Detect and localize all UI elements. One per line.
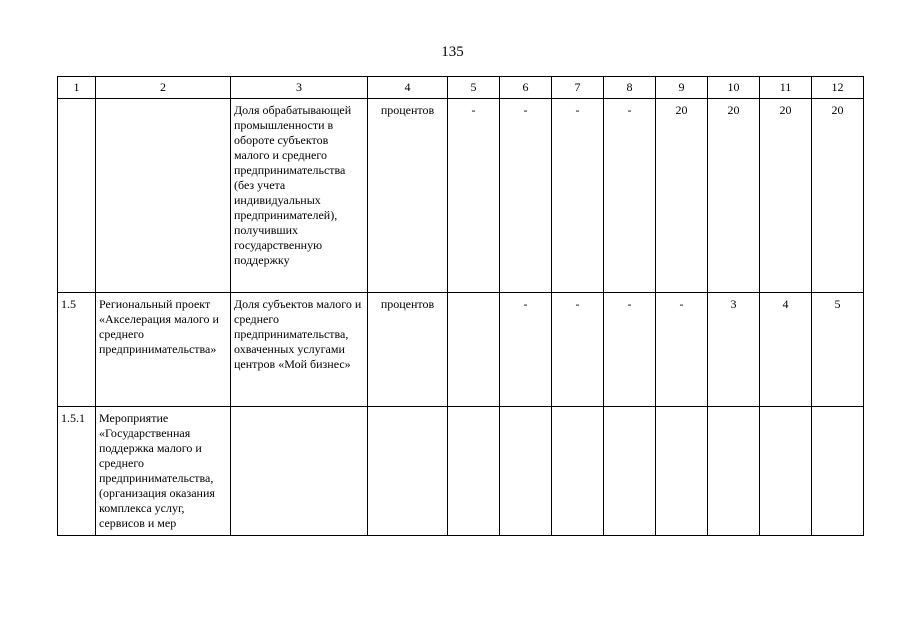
value-cell: - [604,99,656,293]
value-cell [448,407,500,536]
value-cell: - [500,293,552,407]
indicator-cell: Доля субъектов малого и среднего предпринимательства, охваченных услугами центров «Мой бизнес» [231,293,368,407]
value-cell: - [448,99,500,293]
table-row [58,407,864,536]
header-cell: 7 [552,77,604,99]
row-name-cell [96,99,231,293]
program-indicators-table [57,76,864,536]
value-cell: 20 [812,99,864,293]
value-cell: - [500,99,552,293]
value-cell: - [604,293,656,407]
header-cell: 9 [656,77,708,99]
header-cell: 10 [708,77,760,99]
value-cell [552,407,604,536]
value-cell [500,407,552,536]
value-cell [604,407,656,536]
row-number-cell [58,99,96,293]
value-cell: 20 [656,99,708,293]
value-cell: - [552,99,604,293]
table-row [58,99,864,293]
value-cell: 5 [812,293,864,407]
row-number-cell: 1.5 [58,293,96,407]
page-number: 135 [441,44,464,60]
value-cell [448,293,500,407]
indicator-cell: Доля обрабатывающей промышленности в обороте субъектов малого и среднего предпринимательства (без учета индивидуальных предпринимателей), получивших государственную поддержку [231,99,368,293]
value-cell: - [552,293,604,407]
value-cell [656,407,708,536]
value-cell: - [656,293,708,407]
value-cell: 4 [760,293,812,407]
value-cell: 3 [708,293,760,407]
row-name-cell: Мероприятие «Государственная поддержка малого и среднего предпринимательства, (организация оказания комплекса услуг, сервисов и мер [96,407,231,536]
value-cell [708,407,760,536]
header-cell: 1 [58,77,96,99]
header-cell: 8 [604,77,656,99]
value-cell: 20 [760,99,812,293]
value-cell [760,407,812,536]
row-number-cell: 1.5.1 [58,407,96,536]
value-cell: 20 [708,99,760,293]
row-name-cell: Региональный проект «Акселерация малого и среднего предпринимательства» [96,293,231,407]
header-cell: 4 [368,77,448,99]
header-cell: 2 [96,77,231,99]
header-row [58,77,864,99]
header-cell: 3 [231,77,368,99]
header-cell: 11 [760,77,812,99]
unit-cell: процентов [368,293,448,407]
header-cell: 12 [812,77,864,99]
unit-cell [368,407,448,536]
header-cell: 6 [500,77,552,99]
unit-cell: процентов [368,99,448,293]
value-cell [812,407,864,536]
table-row [58,293,864,407]
header-cell: 5 [448,77,500,99]
indicator-cell [231,407,368,536]
